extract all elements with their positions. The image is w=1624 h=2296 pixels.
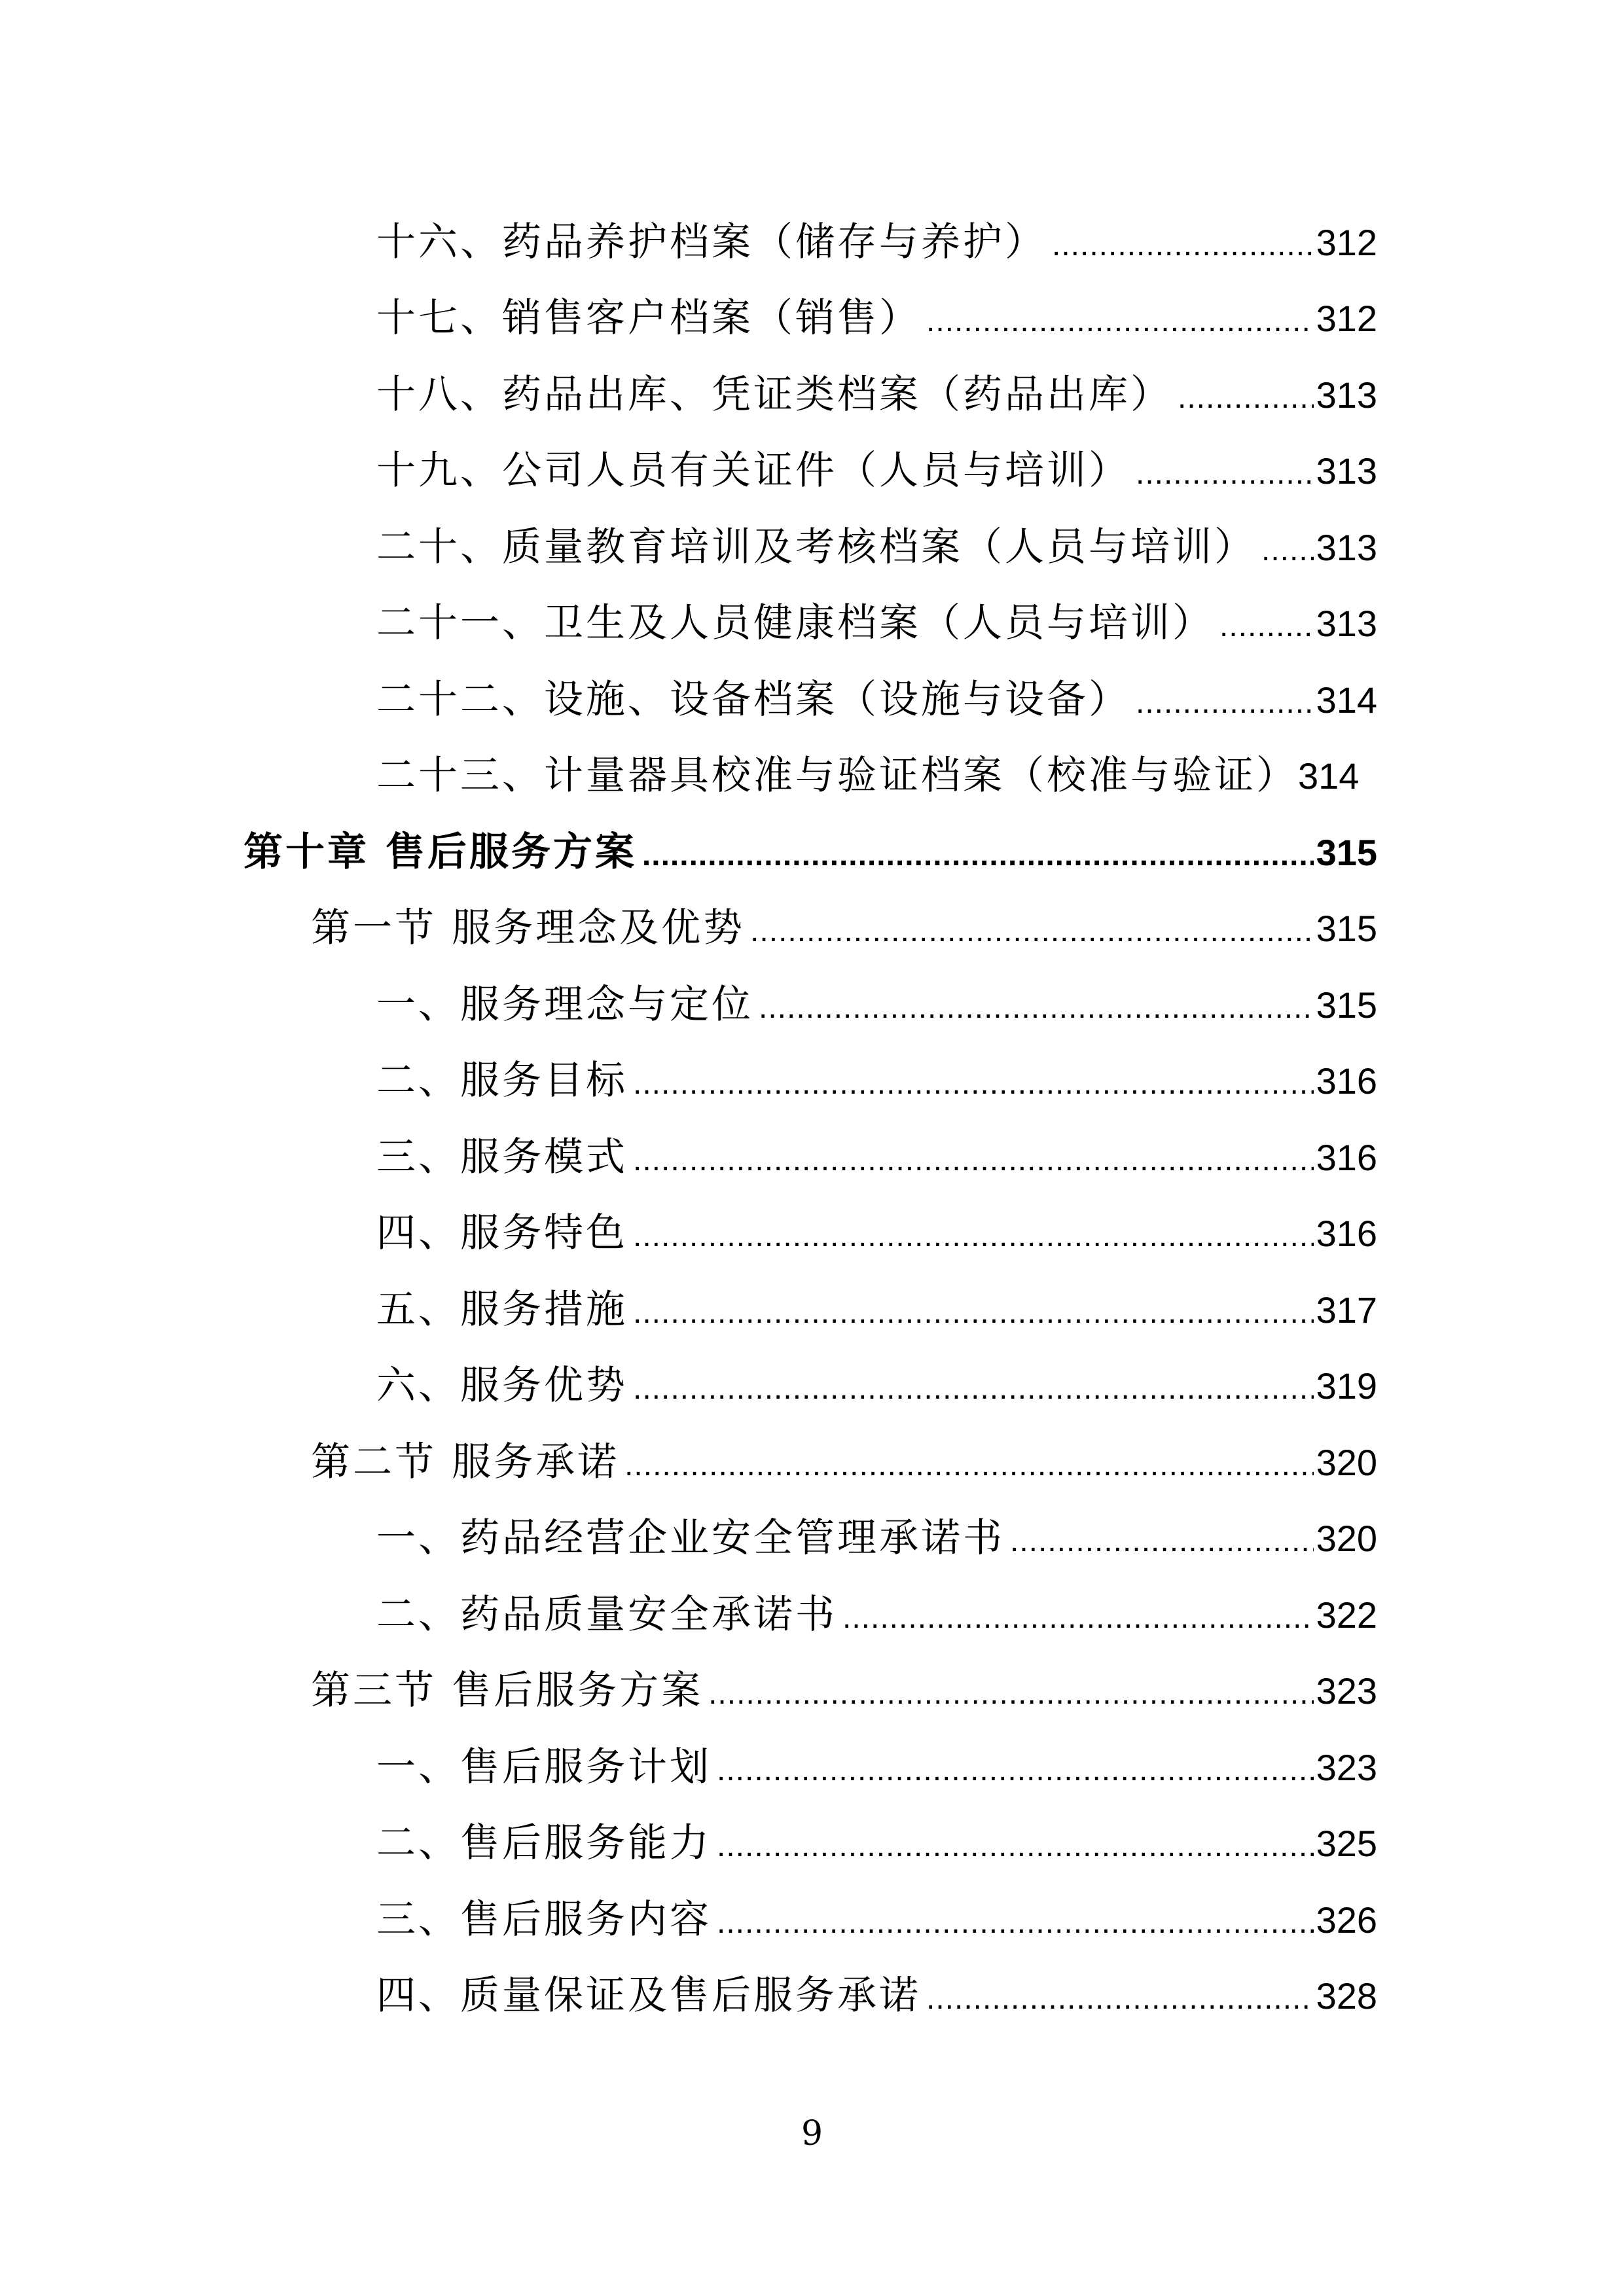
toc-dot-leader (633, 1058, 1314, 1110)
toc-entry-page: 328 (1316, 1975, 1377, 2017)
toc-dot-leader (1261, 524, 1314, 577)
toc-chapter-page: 315 (1316, 832, 1377, 873)
toc-dot-leader (642, 829, 1314, 882)
toc-dot-leader (1136, 677, 1314, 729)
toc-dot-leader (708, 1668, 1313, 1720)
toc-entry[interactable] (376, 749, 1398, 802)
toc-entry[interactable] (376, 1131, 1377, 1183)
toc-entry-page: 316 (1316, 1213, 1377, 1254)
toc-entry-page: 314 (1316, 679, 1377, 721)
toc-entry-title: 一、服务理念与定位 (376, 982, 753, 1028)
toc-entry[interactable] (376, 1207, 1377, 1259)
toc-section-title: 第一节 服务理念及优势 (311, 905, 746, 951)
toc-dot-leader (633, 1134, 1314, 1187)
toc-section-entry[interactable] (311, 902, 1377, 954)
toc-chapter-entry[interactable] (244, 826, 1377, 878)
toc-entry[interactable] (376, 216, 1377, 268)
toc-entry-page: 312 (1316, 222, 1377, 263)
page-number: 9 (801, 2114, 823, 2153)
toc-entry-page: 317 (1316, 1289, 1377, 1331)
toc-entry-page: 313 (1316, 527, 1377, 568)
toc-entry-title: 十九、公司人员有关证件（人员与培训） (376, 448, 1130, 493)
toc-entry-title: 十六、药品养护档案（储存与养护） (376, 219, 1047, 265)
toc-entry-page: 315 (1316, 984, 1377, 1026)
toc-entry-page: 323 (1316, 1747, 1377, 1788)
toc-entry-title: 四、服务特色 (376, 1210, 628, 1256)
toc-entry-title: 二十三、计量器具校准与验证档案（校准与验证） (376, 753, 1298, 798)
toc-entry-page: 326 (1316, 1899, 1377, 1941)
toc-dot-leader (1219, 600, 1314, 653)
toc-dot-leader (717, 1744, 1314, 1797)
toc-entry-title: 四、质量保证及售后服务承诺 (376, 1973, 921, 2018)
toc-entry-title: 三、售后服务内容 (376, 1897, 712, 1943)
toc-entry-page: 320 (1316, 1518, 1377, 1559)
toc-dot-leader (1136, 448, 1314, 500)
toc-dot-leader (926, 295, 1314, 348)
toc-dot-leader (1010, 1515, 1314, 1568)
toc-entry-title: 一、售后服务计划 (376, 1744, 712, 1790)
toc-entry-page: 312 (1316, 298, 1377, 339)
toc-entry-page: 316 (1316, 1060, 1377, 1102)
toc-section-page: 323 (1316, 1670, 1377, 1712)
toc-entry[interactable] (376, 1817, 1377, 1869)
toc-entry-title: 三、服务模式 (376, 1134, 628, 1180)
toc-entry[interactable] (376, 292, 1377, 344)
toc-dot-leader (633, 1210, 1314, 1263)
toc-entry[interactable] (376, 1512, 1377, 1564)
toc-dot-leader (717, 1897, 1314, 1949)
toc-entry-page: 313 (1316, 603, 1377, 644)
toc-section-entry[interactable] (311, 1436, 1377, 1488)
toc-dot-leader (624, 1439, 1313, 1492)
toc-entry-page: 325 (1316, 1823, 1377, 1864)
toc-entry[interactable] (376, 1588, 1377, 1641)
toc-entry-title: 二十一、卫生及人员健康档案（人员与培训） (376, 600, 1214, 646)
toc-section-page: 315 (1316, 908, 1377, 949)
toc-chapter-title: 第十章 售后服务方案 (244, 829, 637, 875)
toc-dot-leader (842, 1592, 1314, 1644)
toc-entry-title: 十七、销售客户档案（销售） (376, 295, 921, 341)
toc-entry[interactable] (376, 444, 1377, 497)
toc-entry-title: 二十、质量教育培训及考核档案（人员与培训） (376, 524, 1256, 570)
toc-section-title: 第二节 服务承诺 (311, 1439, 620, 1485)
toc-entry[interactable] (376, 1969, 1377, 2022)
toc-dot-leader (1052, 219, 1314, 272)
toc-entry-title: 十八、药品出库、凭证类档案（药品出库） (376, 372, 1172, 418)
toc-entry[interactable] (376, 978, 1377, 1031)
toc-dot-leader (759, 982, 1314, 1034)
toc-entry-page: 314 (1298, 755, 1360, 797)
toc-entry-title: 五、服务措施 (376, 1287, 628, 1333)
toc-entry[interactable] (376, 1054, 1377, 1107)
toc-entry[interactable] (376, 597, 1377, 649)
toc-dot-leader (750, 905, 1313, 958)
toc-entry-page: 316 (1316, 1137, 1377, 1178)
toc-entry[interactable] (376, 1359, 1377, 1412)
toc-entry-title: 一、药品经营企业安全管理承诺书 (376, 1515, 1005, 1561)
toc-entry-title: 二、服务目标 (376, 1058, 628, 1103)
toc-dot-leader (633, 1287, 1314, 1339)
toc-dot-leader (633, 1363, 1314, 1415)
toc-entry[interactable] (376, 1741, 1377, 1793)
toc-entry-page: 319 (1316, 1365, 1377, 1407)
toc-entry[interactable] (376, 1283, 1377, 1336)
toc-entry-page: 313 (1316, 374, 1377, 416)
toc-entry[interactable] (376, 368, 1377, 421)
toc-dot-leader (717, 1820, 1314, 1873)
toc-entry-page: 313 (1316, 450, 1377, 492)
toc-section-title: 第三节 售后服务方案 (311, 1668, 704, 1713)
toc-dot-leader (1178, 372, 1314, 424)
toc-entry-title: 二十二、设施、设备档案（设施与设备） (376, 677, 1130, 723)
toc-entry-title: 六、服务优势 (376, 1363, 628, 1408)
toc-entry[interactable] (376, 673, 1377, 726)
toc-section-page: 320 (1316, 1442, 1377, 1483)
toc-entry-title: 二、药品质量安全承诺书 (376, 1592, 837, 1638)
toc-entry[interactable] (376, 1893, 1377, 1946)
toc-entry-title: 二、售后服务能力 (376, 1820, 712, 1866)
toc-dot-leader (926, 1973, 1314, 2025)
toc-section-entry[interactable] (311, 1664, 1377, 1717)
toc-entry[interactable] (376, 521, 1377, 573)
toc-entry-page: 322 (1316, 1594, 1377, 1636)
